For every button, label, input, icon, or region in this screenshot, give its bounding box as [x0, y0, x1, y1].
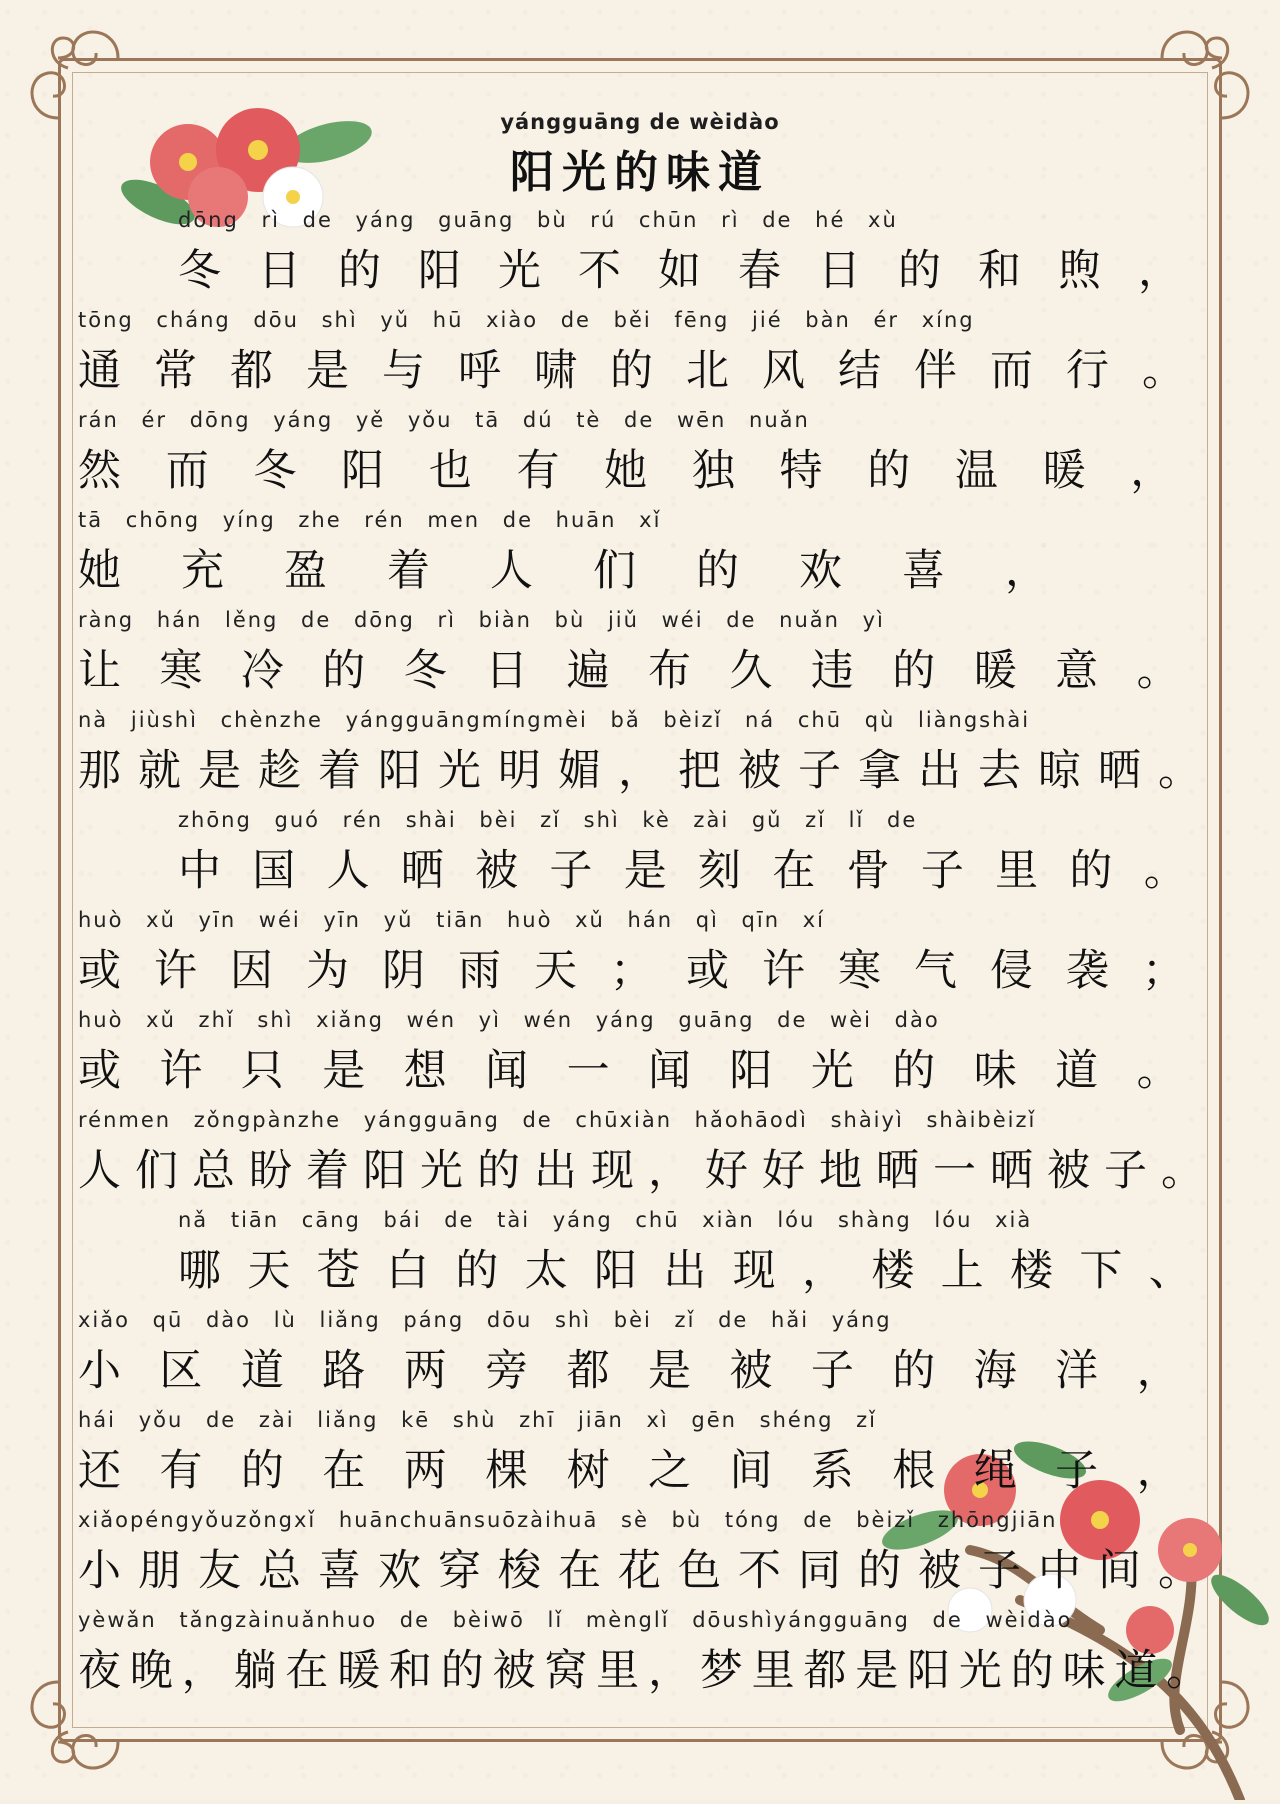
line-pinyin	[78, 1208, 1218, 1236]
pinyin-text: hái yǒu de zài liǎng kē shù zhī jiān xì gēn shéng zǐ	[78, 1408, 877, 1432]
pinyin-text: tōng cháng dōu shì yǔ hū xiào de běi fēng jié bàn ér xíng	[78, 308, 975, 332]
line-text: 中国人晒被子是刻在骨子里的。	[178, 845, 1218, 896]
line-text: 或许只是想闻一闻阳光的味道。	[78, 1045, 1218, 1096]
pinyin-text: dōng rì de yáng guāng bù rú chūn rì de hé xù	[178, 208, 898, 232]
line-pinyin	[78, 1508, 1218, 1536]
line-pinyin	[78, 408, 1218, 436]
poem-line	[78, 1308, 1218, 1408]
poem-line	[78, 1108, 1218, 1208]
poem-line	[78, 1208, 1218, 1308]
pinyin-text: nǎ tiān cāng bái de tài yáng chū xiàn lóu shàng lóu xià	[178, 1208, 1033, 1232]
line-text: 人们总盼着阳光的出现，好好地晒一晒被子。	[78, 1145, 1218, 1196]
poem-line	[78, 408, 1218, 508]
page-title: 阳光的味道	[510, 147, 770, 198]
pinyin-text: nà jiùshì chènzhe yángguāngmíngmèi bǎ bèizǐ ná chū qù liàngshài	[78, 708, 1031, 732]
line-pinyin	[78, 808, 1218, 836]
pinyin-text: xiǎopéngyǒuzǒngxǐ huānchuānsuōzàihuā sè bù tóng de bèizǐ zhōngjiān	[78, 1508, 1058, 1532]
poem-line	[78, 1608, 1218, 1708]
pinyin-text: huò xǔ zhǐ shì xiǎng wén yì wén yáng guāng de wèi dào	[78, 1008, 940, 1032]
line-text: 然而冬阳也有她独特的温暖，	[78, 445, 1218, 496]
line-pinyin	[78, 508, 1218, 536]
pinyin-text: ràng hán lěng de dōng rì biàn bù jiǔ wéi de nuǎn yì	[78, 608, 885, 632]
pinyin-text: huò xǔ yīn wéi yīn yǔ tiān huò xǔ hán qì qīn xí	[78, 908, 825, 932]
line-pinyin	[78, 308, 1218, 336]
pinyin-text: zhōng guó rén shài bèi zǐ shì kè zài gǔ zǐ lǐ de	[178, 808, 918, 832]
line-text: 那就是趁着阳光明媚，把被子拿出去晾晒。	[78, 745, 1218, 796]
line-pinyin	[78, 1608, 1218, 1636]
poem-line	[78, 1408, 1218, 1508]
line-pinyin	[78, 1408, 1218, 1436]
pinyin-text: rán ér dōng yáng yě yǒu tā dú tè de wēn nuǎn	[78, 408, 810, 432]
line-pinyin	[78, 1308, 1218, 1336]
poem-line	[78, 1508, 1218, 1608]
line-text: 哪天苍白的太阳出现，楼上楼下、	[178, 1245, 1218, 1296]
line-pinyin	[78, 608, 1218, 636]
line-text: 她充盈着人们的欢喜，	[78, 545, 1108, 596]
line-text: 或许因为阴雨天；或许寒气侵袭；	[78, 945, 1218, 996]
line-pinyin	[78, 1008, 1218, 1036]
poem-line	[78, 708, 1218, 808]
title-pinyin: yángguāng de wèidào	[500, 110, 780, 134]
line-pinyin	[78, 208, 1218, 236]
line-pinyin	[78, 908, 1218, 936]
line-pinyin	[78, 708, 1218, 736]
poem-line	[78, 608, 1218, 708]
pinyin-text: rénmen zǒngpànzhe yángguāng de chūxiàn hǎohāodì shàiyì shàibèizǐ	[78, 1108, 1037, 1132]
poem-line	[78, 908, 1218, 1008]
poem-line	[78, 808, 1218, 908]
line-text: 还有的在两棵树之间系根绳子，	[78, 1445, 1218, 1496]
line-text: 冬日的阳光不如春日的和煦，	[178, 245, 1218, 296]
line-text: 夜晚，躺在暖和的被窝里，梦里都是阳光的味道。	[78, 1645, 1218, 1696]
line-text: 让寒冷的冬日遍布久违的暖意。	[78, 645, 1218, 696]
poem-line	[78, 208, 1218, 308]
poem-line	[78, 1008, 1218, 1108]
pinyin-text: xiǎo qū dào lù liǎng páng dōu shì bèi zǐ de hǎi yáng	[78, 1308, 892, 1332]
title-block	[0, 110, 1280, 200]
line-pinyin	[78, 1108, 1218, 1136]
line-text: 通常都是与呼啸的北风结伴而行。	[78, 345, 1218, 396]
poem-line	[78, 308, 1218, 408]
pinyin-text: yèwǎn tǎngzàinuǎnhuo de bèiwō lǐ mènglǐ dōushìyángguāng de wèidào	[78, 1608, 1073, 1632]
line-text: 小区道路两旁都是被子的海洋，	[78, 1345, 1218, 1396]
pinyin-text: tā chōng yíng zhe rén men de huān xǐ	[78, 508, 662, 532]
line-text: 小朋友总喜欢穿梭在花色不同的被子中间。	[78, 1545, 1218, 1596]
poem-line	[78, 508, 1218, 608]
